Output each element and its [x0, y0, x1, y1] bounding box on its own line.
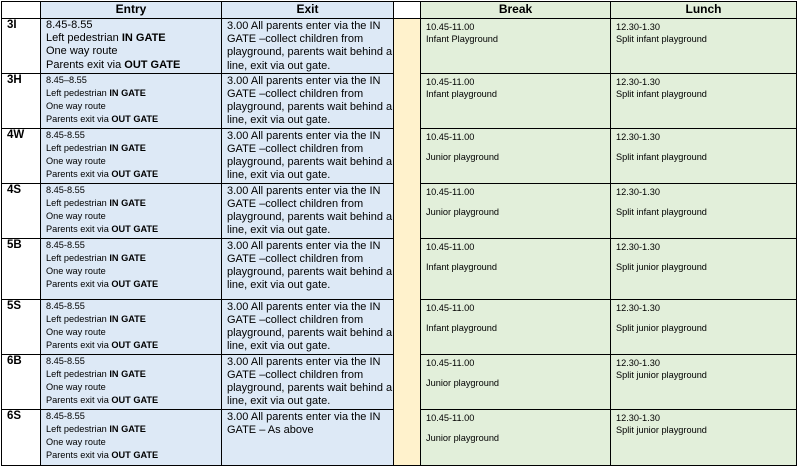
entry-route-note: One way route [46, 265, 106, 276]
entry-cell [41, 19, 222, 74]
lunch-cell [611, 238, 797, 299]
exit-text: 3.00 All parents enter via the IN GATE –collect children from playground, parents wait behind a line, exit via out gate. [227, 300, 393, 353]
entry-route: Left pedestrian IN GATE [46, 423, 146, 434]
break-place: Junior playground [426, 377, 500, 388]
exit-cell [222, 409, 394, 465]
exit-cell [222, 183, 394, 238]
gap-column [394, 19, 421, 466]
lunch-time: 12.30-1.30 [616, 412, 660, 423]
lunch-time: 12.30-1.30 [616, 302, 660, 313]
entry-parents-exit: Parents exit via OUT GATE [46, 168, 159, 179]
class-name: 6S [2, 409, 41, 465]
lunch-time: 12.30-1.30 [616, 357, 660, 368]
break-time: 10.45-11.00 [426, 186, 475, 197]
entry-time: 8.45-8.55 [46, 19, 93, 31]
entry-cell [41, 409, 222, 465]
break-place: Infant playground [426, 322, 498, 333]
entry-time: 8.45-8.55 [46, 184, 85, 195]
entry-route: Left pedestrian IN GATE [46, 252, 146, 263]
lunch-place: Split infant playground [616, 88, 707, 99]
entry-parents-exit: Parents exit via OUT GATE [46, 449, 159, 460]
break-cell [421, 299, 611, 354]
entry-route: Left pedestrian IN GATE [46, 197, 146, 208]
lunch-cell [611, 73, 797, 128]
break-cell [421, 409, 611, 465]
schedule-table [1, 1, 797, 466]
lunch-place: Split junior playground [616, 424, 707, 435]
break-place: Infant playground [426, 261, 498, 272]
lunch-time: 12.30-1.30 [616, 241, 660, 252]
break-place: Junior playground [426, 151, 500, 162]
exit-cell [222, 299, 394, 354]
exit-cell [222, 128, 394, 183]
break-cell [421, 183, 611, 238]
break-time: 10.45-11.00 [426, 22, 475, 32]
lunch-time: 12.30-1.30 [616, 131, 660, 142]
entry-time: 8.45-8.55 [46, 129, 85, 140]
entry-route: Left pedestrian IN GATE [46, 313, 146, 324]
entry-route: Left pedestrian IN GATE [46, 87, 146, 98]
entry-parents-exit: Parents exit via OUT GATE [46, 278, 159, 289]
exit-cell [222, 19, 394, 74]
entry-parents-exit: Parents exit via OUT GATE [46, 113, 159, 124]
exit-text: 3.00 All parents enter via the IN GATE –collect children from playground, parents wait behind a line, exit via out gate. [227, 239, 393, 292]
class-name: 3I [2, 19, 41, 74]
entry-parents-exit: Parents exit via OUT GATE [46, 223, 159, 234]
header-row [2, 2, 797, 19]
entry-route-note: One way route [46, 326, 106, 337]
header-lunch: Lunch [611, 2, 797, 19]
entry-route-note: One way route [46, 210, 106, 221]
break-time: 10.45-11.00 [426, 357, 475, 368]
entry-cell [41, 238, 222, 299]
lunch-place: Split junior playground [616, 369, 707, 380]
lunch-cell [611, 354, 797, 409]
entry-time: 8.45–8.55 [46, 74, 87, 85]
lunch-place: Split junior playground [616, 261, 707, 272]
entry-cell [41, 73, 222, 128]
class-name: 5S [2, 299, 41, 354]
break-cell [421, 354, 611, 409]
class-name: 4W [2, 128, 41, 183]
class-name: 3H [2, 73, 41, 128]
lunch-time: 12.30-1.30 [616, 186, 660, 197]
lunch-cell [611, 183, 797, 238]
entry-time: 8.45-8.55 [46, 300, 85, 311]
class-name: 6B [2, 354, 41, 409]
break-cell [421, 238, 611, 299]
header-break: Break [421, 2, 611, 19]
header-exit: Exit [222, 2, 394, 19]
lunch-place: Split infant playground [616, 206, 707, 217]
lunch-time: 12.30-1.30 [616, 22, 660, 32]
entry-route: Left pedestrian IN GATE [46, 142, 146, 153]
entry-parents-exit: Parents exit via OUT GATE [46, 394, 159, 405]
entry-time: 8.45-8.55 [46, 239, 85, 250]
break-time: 10.45-11.00 [426, 131, 475, 142]
exit-text: 3.00 All parents enter via the IN GATE –collect children from playground, parents wait behind a line, exit via out gate. [227, 129, 393, 182]
lunch-place: Split infant playground [616, 34, 707, 44]
header-class [2, 2, 41, 19]
lunch-place: Split infant playground [616, 151, 707, 162]
entry-parents-exit: Parents exit via OUT GATE [46, 339, 159, 350]
break-place: Infant Playground [426, 34, 499, 44]
lunch-time: 12.30-1.30 [616, 76, 660, 87]
entry-route-note: One way route [46, 155, 106, 166]
class-name: 5B [2, 238, 41, 299]
entry-parents-exit: Parents exit via OUT GATE [46, 58, 181, 71]
entry-route: Left pedestrian IN GATE [46, 32, 166, 45]
header-entry: Entry [41, 2, 222, 19]
entry-time: 8.45-8.55 [46, 355, 85, 366]
entry-cell [41, 354, 222, 409]
header-gap [394, 2, 421, 19]
break-cell [421, 128, 611, 183]
break-time: 10.45-11.00 [426, 302, 475, 313]
break-time: 10.45-11.00 [426, 241, 475, 252]
exit-text: 3.00 All parents enter via the IN GATE –collect children from playground, parents wait behind a line, exit via out gate. [227, 184, 393, 237]
entry-route-note: One way route [46, 381, 106, 392]
break-place: Junior playground [426, 432, 500, 443]
entry-time: 8.45-8.55 [46, 410, 85, 421]
class-name: 4S [2, 183, 41, 238]
exit-cell [222, 73, 394, 128]
entry-route-note: One way route [46, 45, 118, 58]
entry-route-note: One way route [46, 436, 106, 447]
exit-text: 3.00 All parents enter via the IN GATE –collect children from playground, parents wait behind a line, exit via out gate. [227, 355, 393, 408]
entry-route: Left pedestrian IN GATE [46, 368, 146, 379]
break-time: 10.45-11.00 [426, 412, 475, 423]
lunch-cell [611, 19, 797, 74]
lunch-place: Split junior playground [616, 322, 707, 333]
break-place: Infant playground [426, 88, 498, 99]
table-row [2, 19, 797, 74]
break-cell [421, 73, 611, 128]
exit-text: 3.00 All parents enter via the IN GATE – As above [227, 410, 381, 437]
break-time: 10.45-11.00 [426, 76, 475, 87]
exit-cell [222, 238, 394, 299]
entry-cell [41, 299, 222, 354]
lunch-cell [611, 299, 797, 354]
exit-text: 3.00 All parents enter via the IN GATE –collect children from playground, parents wait behind a line, exit via out gate. [227, 74, 393, 127]
entry-cell [41, 128, 222, 183]
break-place: Junior playground [426, 206, 500, 217]
entry-route-note: One way route [46, 100, 106, 111]
exit-cell [222, 354, 394, 409]
break-cell [421, 19, 611, 74]
exit-text: 3.00 All parents enter via the IN GATE –collect children from playground, parents wait behind a line, exit via out gate. [227, 20, 393, 72]
lunch-cell [611, 128, 797, 183]
lunch-cell [611, 409, 797, 465]
entry-cell [41, 183, 222, 238]
